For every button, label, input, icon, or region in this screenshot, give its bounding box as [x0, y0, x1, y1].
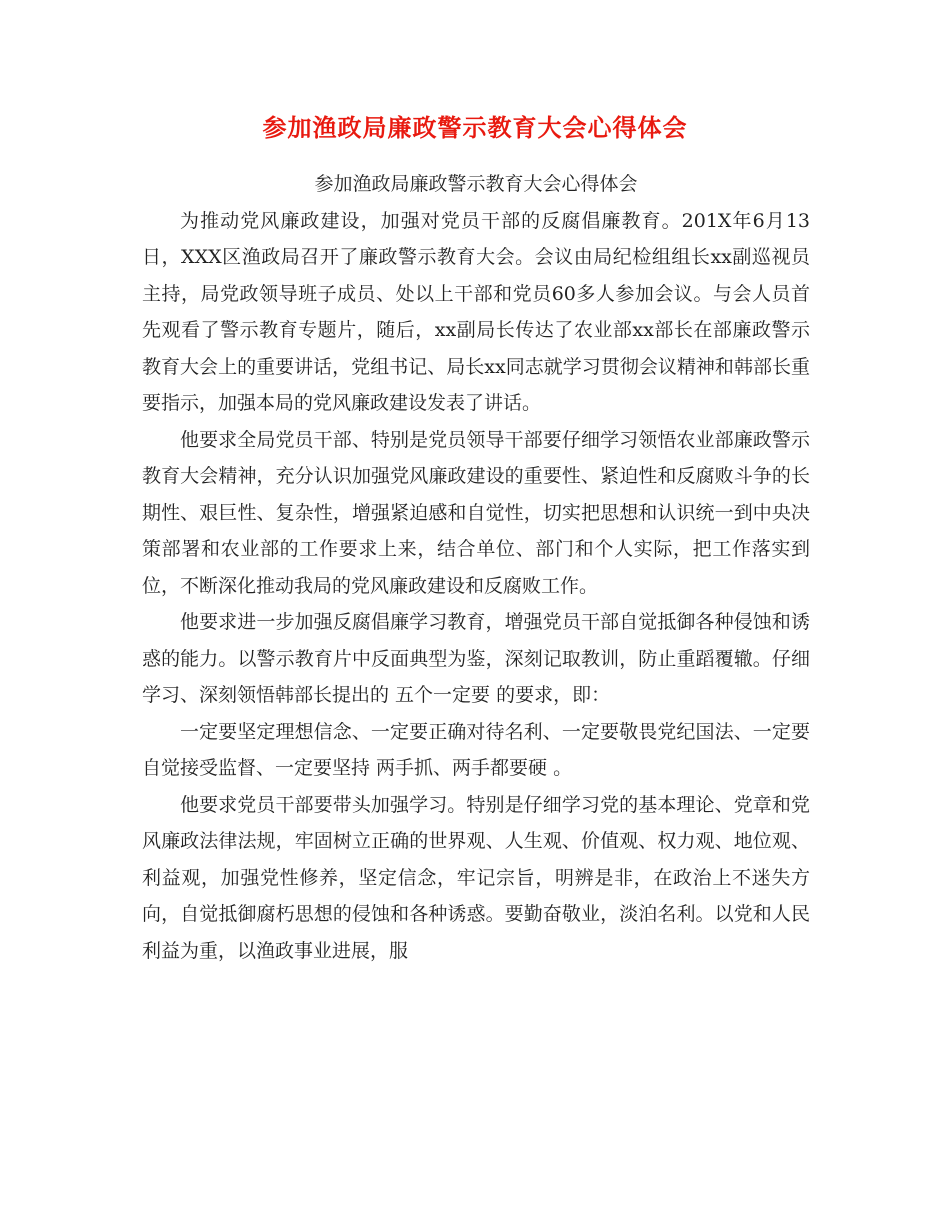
document-title: 参加渔政局廉政警示教育大会心得体会	[262, 113, 688, 142]
paragraph-1: 为推动党风廉政建设，加强对党员干部的反腐倡廉教育。201X年6月13日，XXX区渔政局召开了廉政警示教育大会。会议由局纪检组组长xx副巡视员主持，局党政领导班子成员、处以上干部和党员60多人参加会议。与会人员首先观看了警示教育专题片，随后，xx副局长传达了农业部xx部长在部廉政警示教育大会上的重要讲话，党组书记、局长xx同志就学习贯彻会议精神和韩部长重要指示，加强本局的党风廉政建设发表了讲话。	[142, 209, 810, 414]
document-body	[142, 166, 810, 969]
paragraph-2: 他要求全局党员干部、特别是党员领导干部要仔细学习领悟农业部廉政警示教育大会精神，充分认识加强党风廉政建设的重要性、紧迫性和反腐败斗争的长期性、艰巨性、复杂性，增强紧迫感和自觉性，切实把思想和认识统一到中央决策部署和农业部的工作要求上来，结合单位、部门和个人实际，把工作落实到位，不断深化推动我局的党风廉政建设和反腐败工作。	[142, 428, 810, 597]
paragraph-3: 他要求进一步加强反腐倡廉学习教育，增强党员干部自觉抵御各种侵蚀和诱惑的能力。以警示教育片中反面典型为鉴，深刻记取教训，防止重蹈覆辙。仔细学习、深刻领悟韩部长提出的 五个一定要 的要求，即：	[142, 611, 810, 706]
document-subtitle: 参加渔政局廉政警示教育大会心得体会	[314, 173, 638, 195]
paragraph-5: 他要求党员干部要带头加强学习。特别是仔细学习党的基本理论、党章和党风廉政法律法规，牢固树立正确的世界观、人生观、价值观、权力观、地位观、利益观，加强党性修养，坚定信念，牢记宗旨，明辨是非，在政治上不迷失方向，自觉抵御腐朽思想的侵蚀和各种诱惑。要勤奋敬业，淡泊名利。以党和人民利益为重，以渔政事业进展，服	[142, 793, 810, 962]
paragraph-4: 一定要坚定理想信念、一定要正确对待名利、一定要敬畏党纪国法、一定要自觉接受监督、一定要坚持 两手抓、两手都要硬 。	[142, 720, 810, 779]
